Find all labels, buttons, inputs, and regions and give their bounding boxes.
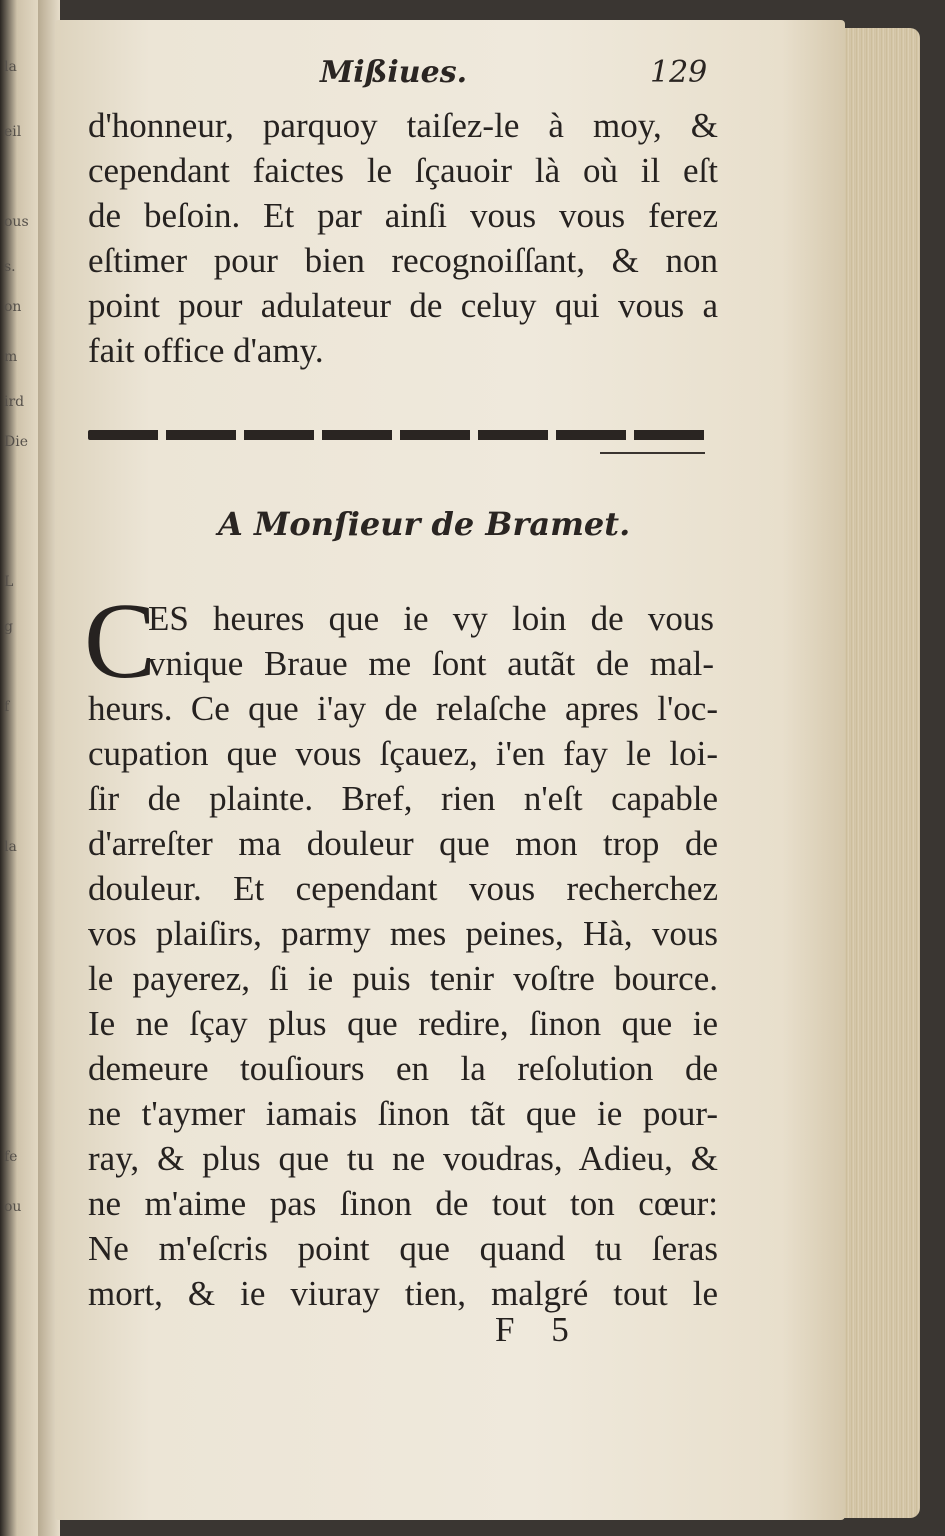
ornamental-rule-thin <box>600 452 705 454</box>
intro-paragraph <box>88 103 718 373</box>
text-line: ne t'aymer iamais ſinon tãt que ie pour- <box>88 1094 718 1133</box>
left-page-fragment: g <box>4 620 13 634</box>
left-page-fragment: m <box>4 350 18 364</box>
text-line: fait office d'amy. <box>88 331 324 370</box>
text-line: ES heures que ie vy loin de vous <box>148 599 714 638</box>
text-line: Ie ne ſçay plus que redire, ſinon que ie <box>88 1004 718 1043</box>
left-page-fragment: on <box>4 300 22 314</box>
letter-body <box>88 686 718 1316</box>
text-line: point pour adulateur de celuy qui vous a <box>88 286 718 325</box>
signature-mark: F 5 <box>495 1310 583 1349</box>
left-page-edge <box>0 0 38 1536</box>
text-line: demeure touſiours en la reſolution de <box>88 1049 718 1088</box>
left-page-fragment: f <box>4 700 10 714</box>
text-line: douleur. Et cependant vous recherchez <box>88 869 718 908</box>
ornamental-rule <box>88 430 706 440</box>
left-page-fragment: ird <box>4 395 25 409</box>
text-line: le payerez, ſi ie puis tenir voſtre bource. <box>88 959 718 998</box>
text-line: ray, & plus que tu ne voudras, Adieu, & <box>88 1139 718 1178</box>
text-line: d'honneur, parquoy taiſez-le à moy, & <box>88 106 718 145</box>
text-line: vnique Braue me ſont autãt de mal- <box>148 644 714 683</box>
drop-cap: C <box>84 582 157 701</box>
text-line: cependant faictes le ſçauoir là où il eſt <box>88 151 718 190</box>
text-line: eſtimer pour bien recognoiſſant, & non <box>88 241 718 280</box>
left-page-fragment: s. <box>4 260 16 274</box>
text-line: Ne m'eſcris point que quand tu ſeras <box>88 1229 718 1268</box>
left-page-fragment: eil <box>4 125 22 139</box>
left-page-fragment: ou <box>4 1200 22 1214</box>
running-head: Mißiues. <box>320 55 468 90</box>
left-page-fragment: fe <box>4 1150 18 1164</box>
letter-heading: A Monſieur de Bramet. <box>218 505 631 543</box>
text-line: mort, & ie viuray tien, malgré tout le <box>88 1274 718 1313</box>
text-line: d'arreſter ma douleur que mon trop de <box>88 824 718 863</box>
left-page-fragment: la <box>4 60 17 74</box>
page-number: 129 <box>650 55 708 90</box>
left-page-fragment: L <box>4 575 14 589</box>
text-line: cupation que vous ſçauez, i'en fay le loi- <box>88 734 718 773</box>
text-line: ne m'aime pas ſinon de tout ton cœur: <box>88 1184 718 1223</box>
text-line: heurs. Ce que i'ay de relaſche apres l'oc- <box>88 689 718 728</box>
left-page-fragment: ous <box>4 215 29 229</box>
letter-opening-lines <box>148 596 714 686</box>
left-page-fragment: la <box>4 840 17 854</box>
left-page-fragment: Die <box>4 435 28 449</box>
text-line: vos plaiſirs, parmy mes peines, Hà, vous <box>88 914 718 953</box>
text-line: ſir de plainte. Bref, rien n'eſt capable <box>88 779 718 818</box>
text-line: de beſoin. Et par ainſi vous vous ferez <box>88 196 718 235</box>
